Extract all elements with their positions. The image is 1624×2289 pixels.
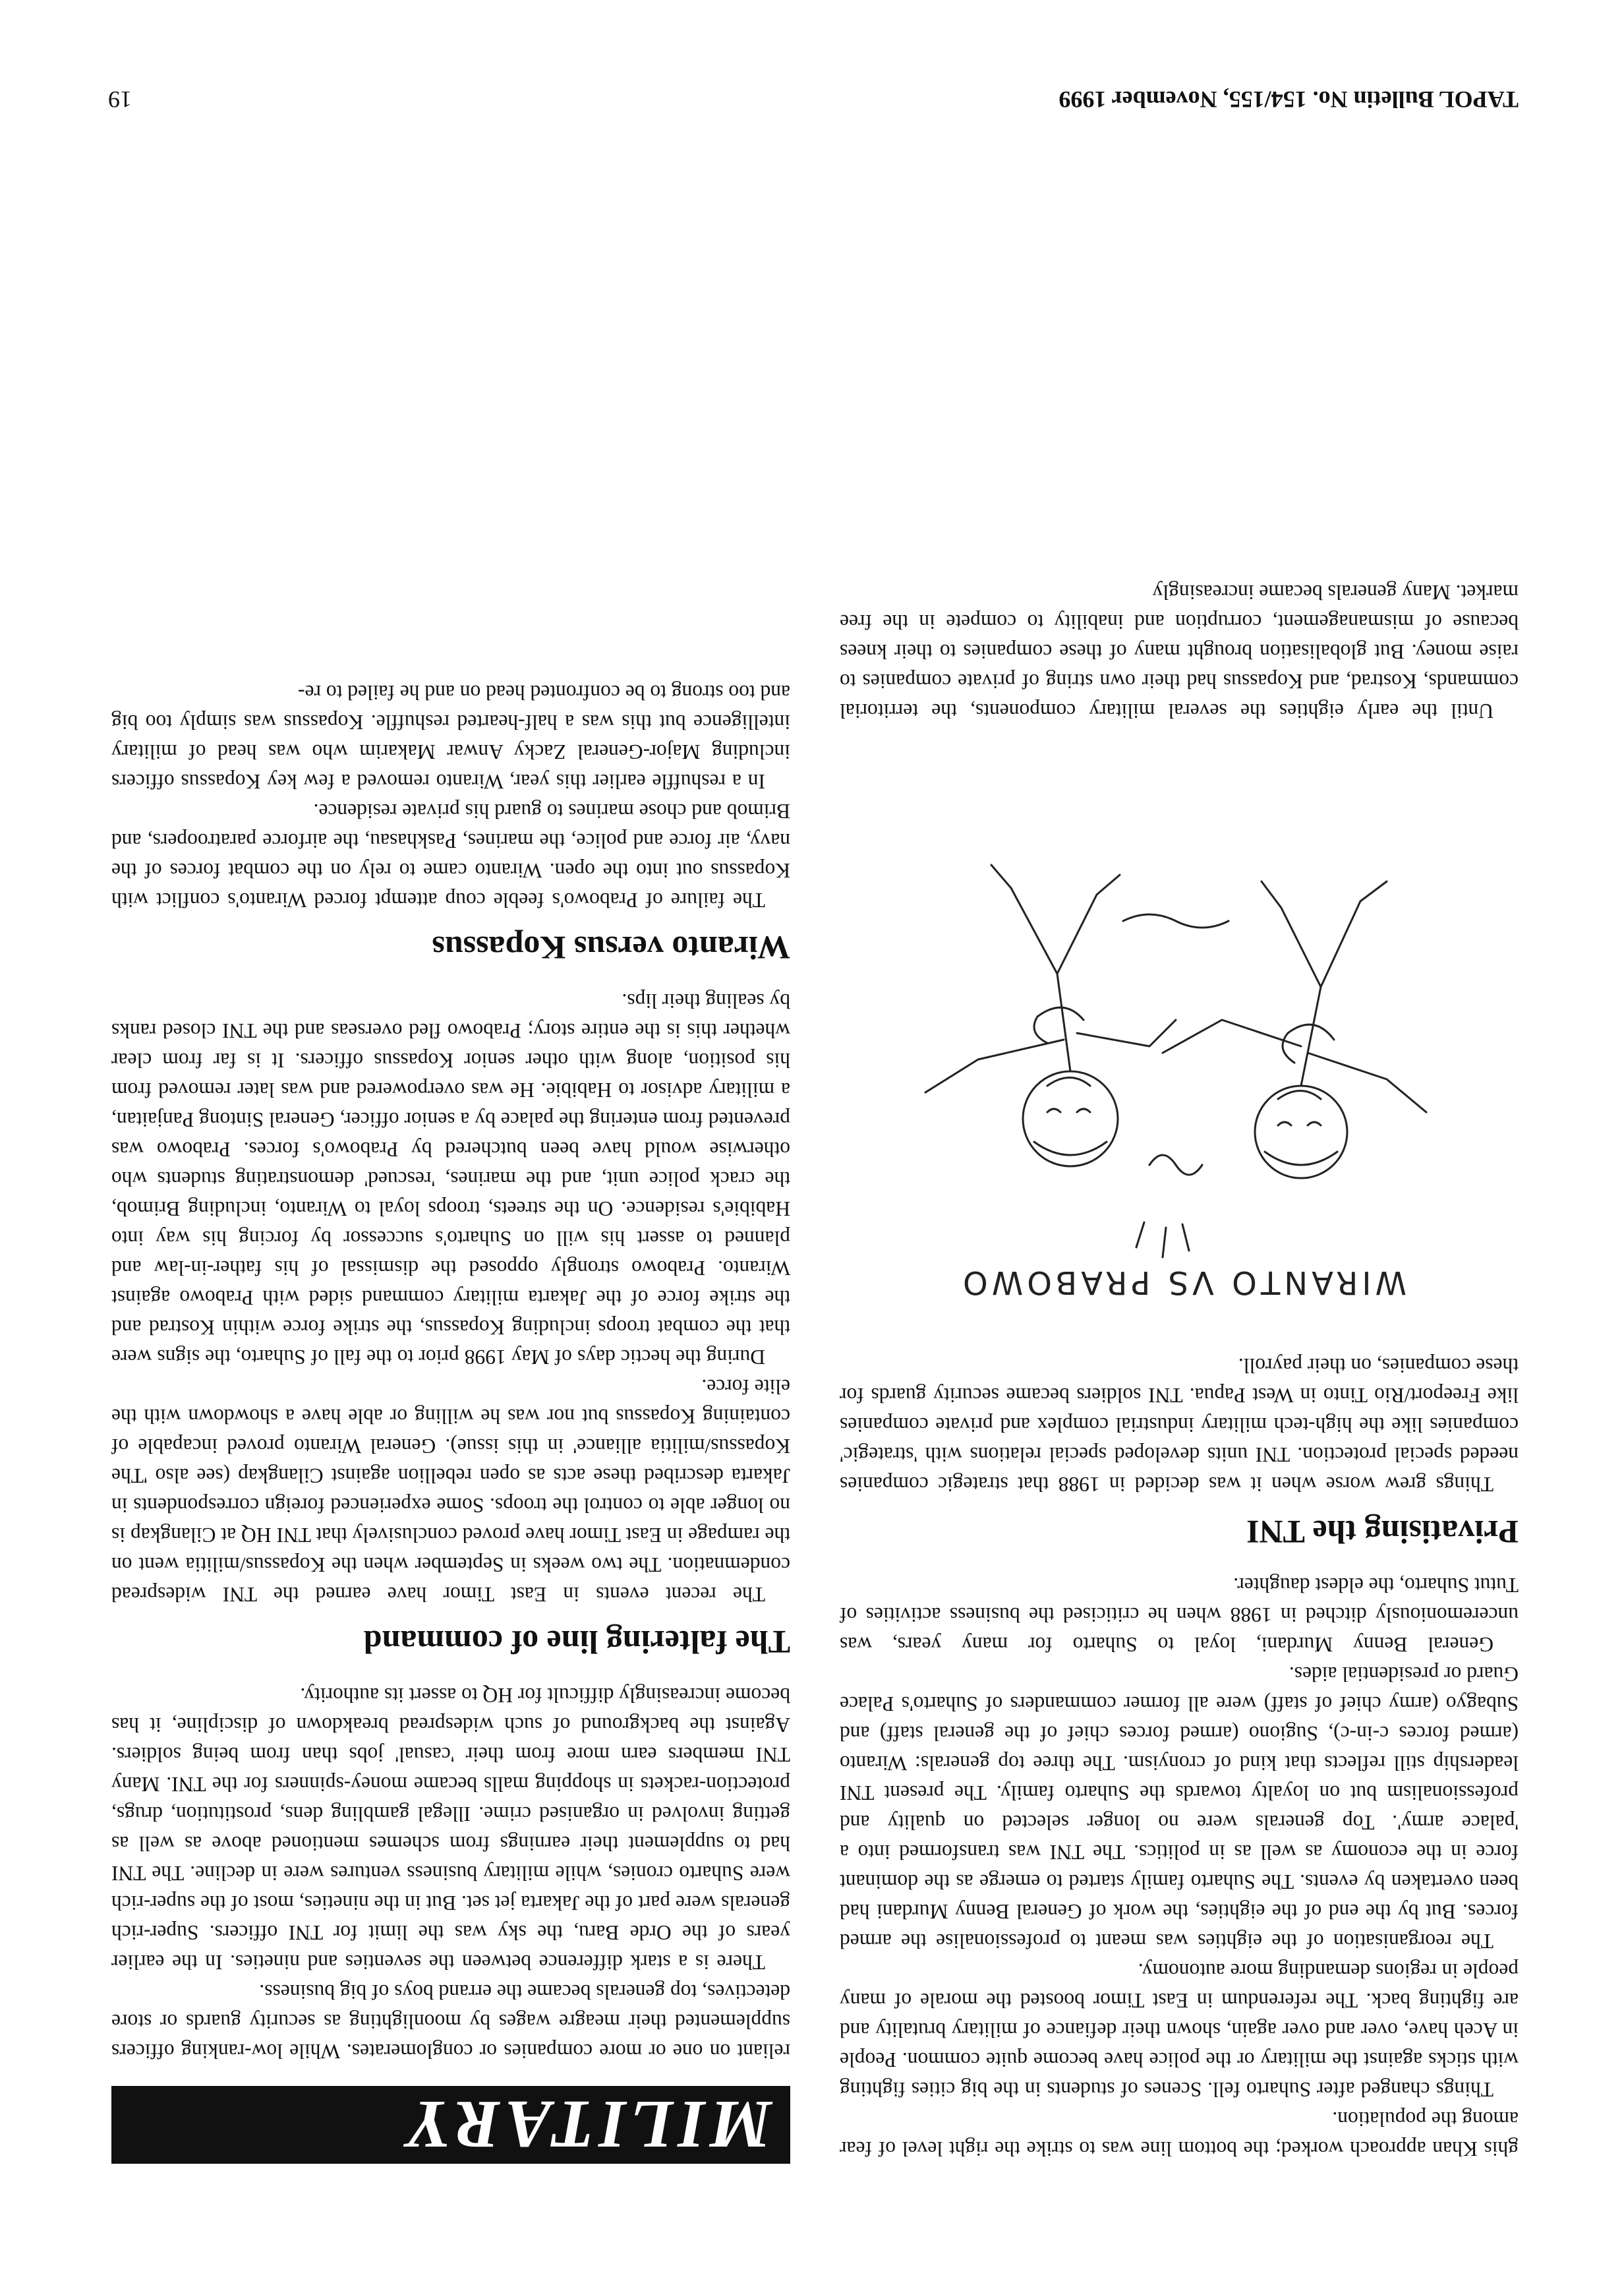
section-banner-label: MILITARY <box>403 2087 772 2163</box>
paragraph: There is a stark difference between the seventies and nineties. In the earlier years of the Orde Baru, the sky was the limit for TNI officers. Super-rich generals were part of the Jakarta jet set. But in the nineties, most of the super-rich were Suharto cronies, while military business ventures were in decline. The TNI had to supplement their earnings from schemes mentioned above as well as getting involved in organised crime. Illegal gambling dens, prostitution, drugs, protection-rackets in shopping malls became money-spinners for the TNI. Many TNI members earn more from their 'casual' jobs than from being soldiers. Against the background of such widespread breakdown of discipline, it has become increasingly difficult for HQ to assert its authority. <box>111 1684 790 1974</box>
cartoon-drawing <box>840 750 1519 1330</box>
paragraph: Things grew worse when it was decided in 1988 that strategic companies needed special protection. TNI units developed special relations with 'strategic' companies like the high-tech military industrial complex and private companies like Freeport/Rio Tinto in West Papua. TNI soldiers became security guards for these companies, on their payroll. <box>840 1354 1519 1496</box>
publication-info: TAPOL Bulletin No. 154/155, November 1999 <box>1058 86 1519 113</box>
section-heading-wiranto: Wiranto versus Kopassus <box>432 930 790 966</box>
paragraph: Things changed after Suharto fell. Scenes of students in the big cities fighting with sticks against the military or the police have become quite common. People in Aceh have, over and over again, shown their defiance of military brutality and are fighting back. The referendum in East Timor boosted the morale of many people in regions demanding more autonomy. <box>840 1959 1519 2101</box>
paragraph: During the hectic days of May 1998 prior to the fall of Suharto, the signs were that the combat troops including Kopassus, the strike force within Kostrad and the strike force of the Jakarta military command sided with Prabowo against Wiranto. Prabowo strongly opposed the dismissal of his father-in-law and planned to assert his will on Suharto's successor by forcing his way into Habibie's residence. On the streets, troops loyal to Wiranto, including Brimob, the crack police unit, and the marines, 'rescued' demonstrating students who otherwise would have been butchered by Prabowo's forces. Prabowo was prevented from entering the palace by a senior officer, General Sintong Panjaitan, a military advisor to Habibie. He was overpowered and was later removed from his position, along with other senior Kopassus officers. It is far from clear whether this is the entire story; Prabowo fled overseas and the TNI closed ranks by sealing their lips. <box>111 990 790 1369</box>
right-column <box>111 678 790 2164</box>
page-footer <box>108 86 1519 113</box>
illustration-caption: WIRANTO VS PRABOWO <box>959 1264 1406 1301</box>
cartoon-illustration <box>840 750 1519 1330</box>
paragraph: In a reshuffle earlier this year, Wiranto removed a few key Kopassus officers including Major-General Zacky Anwar Makarim who was head of military intelligence but this was a half-hearted reshuffle. Kopassus was simply too big and too strong to be confronted head on and he failed to re- <box>111 681 790 793</box>
paragraph: reliant on one or more companies or conglomerates. While low-ranking officers supplemented their meagre wages by moonlighting as security guards or store detectives, top generals became the errand boys of big business. <box>111 1980 790 2063</box>
paragraph: The failure of Prabowo's feeble coup attempt forced Wiranto's conflict with Kopassus out into the open. Wiranto came to rely on the combat forces of the navy, air force and police, the marines, Paskhasau, the airforce paratroopers, and Brimob and chose marines to guard his private residence. <box>111 800 790 912</box>
paragraph: ghis Khan approach worked; the bottom line was to strike the right level of fear among the population. <box>840 2108 1519 2160</box>
section-heading-privatising: Privatising the TNI <box>1246 1514 1519 1551</box>
paragraph: Until the early eighties the several military components, the territorial commands, Kostrad, and Kopassus had their own string of private companies to raise money. But globalisation brought many of these companies to their knees because of mismanagement, corruption and inability to compete in the free market. Many generals became increasingly <box>840 581 1519 723</box>
page-number: 19 <box>108 86 132 113</box>
section-banner <box>111 2086 790 2164</box>
paragraph: General Benny Murdani, loyal to Suharto for many years, was unceremoniously ditched in 1988 when he criticised the business activities of Tutut Suharto, the eldest daughter. <box>840 1574 1519 1656</box>
paragraph: The recent events in East Timor have earned the TNI widespread condemnation. The two weeks in September when the Kopassus/militia went on the rampage in East Timor have proved conclusively that TNI HQ at Cilangkap is no longer able to control the troops. Some experienced foreign correspondents in Jakarta described these acts as open rebellion against Cilangkap (see also 'The Kopassus/militia alliance' in this issue). General Wiranto proved incapable of containing Kopassus but nor was he willing or able have a showdown with the elite force. <box>111 1375 790 1606</box>
section-heading-faltering: The faltering line of command <box>363 1624 790 1661</box>
left-column <box>840 578 1519 2164</box>
paragraph: The reorganisation of the eighties was meant to professionalise the armed forces. But by the end of the eighties, the work of General Benny Murdani had been overtaken by events. The Suharto family started to emerge as the dominant force in the economy as well as in politics. The TNI was transformed into a 'palace army'. Top generals were no longer selected on quality and professionalism but on loyalty towards the Suharto family. The present TNI leadership still reflects that kind of cronyism. The three top generals: Wiranto (armed forces c-in-c), Sugiono (armed forces chief of the general staff) and Subagyo (army chief of staff) were all former commanders of Suharto's Palace Guard or presidential aides. <box>840 1663 1519 1953</box>
